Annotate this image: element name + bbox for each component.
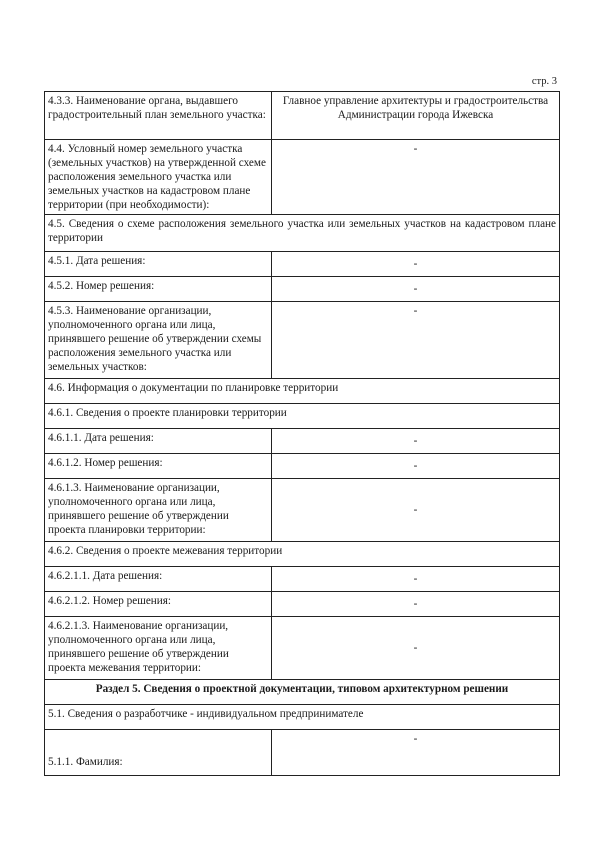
row-value: -	[272, 252, 560, 277]
table-row	[45, 705, 560, 730]
table-row	[45, 617, 560, 680]
table-row	[45, 404, 560, 429]
table-row	[45, 379, 560, 404]
table-row	[45, 592, 560, 617]
table-row	[45, 252, 560, 277]
row-value: -	[272, 592, 560, 617]
table-row	[45, 567, 560, 592]
page-number: стр. 3	[531, 76, 557, 87]
row-label: 4.6.1.3. Наименование организации, уполномоченного органа или лица, принявшего решение об утверждении проекта планировки территории:	[45, 479, 272, 542]
row-label: 4.5.2. Номер решения:	[45, 277, 272, 302]
table-row	[45, 542, 560, 567]
row-value: -	[272, 302, 560, 379]
row-value: -	[272, 479, 560, 542]
section-heading: Раздел 5. Сведения о проектной документации, типовом архитектурном решении	[45, 680, 560, 705]
row-label: 4.6.2.1.1. Дата решения:	[45, 567, 272, 592]
table-row	[45, 680, 560, 705]
row-value: Главное управление архитектуры и градостроительства Администрации города Ижевска	[272, 92, 560, 140]
row-value: -	[272, 567, 560, 592]
row-label: 4.5.3. Наименование организации, уполномоченного органа или лица, принявшего решение об утверждении схемы расположения земельного участка или земельных участков:	[45, 302, 272, 379]
table-row	[45, 454, 560, 479]
form-table	[44, 91, 560, 776]
row-value: -	[272, 140, 560, 215]
row-label: 4.5.1. Дата решения:	[45, 252, 272, 277]
table-row	[45, 277, 560, 302]
section-row: 4.6. Информация о документации по планировке территории	[45, 379, 560, 404]
row-label	[45, 730, 272, 776]
row-label: 4.4. Условный номер земельного участка (земельных участков) на утвержденной схеме расположения земельного участка или земельных участков на кадастровом плане территории (при необходимости):	[45, 140, 272, 215]
row-label: 4.6.2.1.2. Номер решения:	[45, 592, 272, 617]
row-label: 4.6.1.2. Номер решения:	[45, 454, 272, 479]
table-row	[45, 140, 560, 215]
row-value: -	[272, 730, 560, 776]
section-row: 4.5. Сведения о схеме расположения земельного участка или земельных участков на кадастровом плане территории	[45, 215, 560, 252]
section-row: 4.6.1. Сведения о проекте планировки территории	[45, 404, 560, 429]
table-row	[45, 479, 560, 542]
row-label: 4.6.2.1.3. Наименование организации, уполномоченного органа или лица, принявшего решение об утверждении проекта межевания территории:	[45, 617, 272, 680]
row-value: -	[272, 617, 560, 680]
table-row	[45, 215, 560, 252]
section-row: 5.1. Сведения о разработчике - индивидуальном предпринимателе	[45, 705, 560, 730]
row-label: 4.6.1.1. Дата решения:	[45, 429, 272, 454]
row-value: -	[272, 277, 560, 302]
section-row: 4.6.2. Сведения о проекте межевания территории	[45, 542, 560, 567]
row-value: -	[272, 429, 560, 454]
table-row	[45, 429, 560, 454]
table-row	[45, 92, 560, 140]
row-value: -	[272, 454, 560, 479]
table-row	[45, 730, 560, 776]
row-label: 4.3.3. Наименование органа, выдавшего градостроительный план земельного участка:	[45, 92, 272, 140]
row-label-text: 5.1.1. Фамилия:	[48, 756, 123, 768]
table-row	[45, 302, 560, 379]
